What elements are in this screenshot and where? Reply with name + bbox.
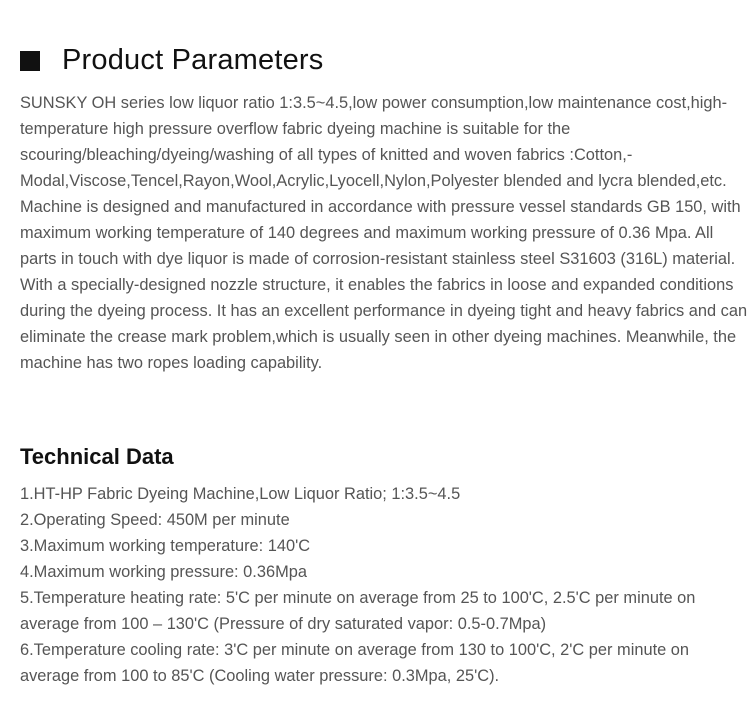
description-paragraph-2: Machine is designed and manufactured in accordance with pressure vessel standards GB 150, with maximum working temperature of 140 degrees and maximum working pressure of 0.36 Mpa. All parts in touch with dye liquor is made of corrosion-resistant stainless steel S31603 (316L) material. With a specially-designed nozzle structure, it enables the fabrics in loose and expanded conditions during the dyeing process. It has an excellent performance in dyeing tight and heavy fabrics and can eliminate the crease mark problem,which is usually seen in other dyeing machines. Meanwhile, the machine has two ropes loading capability.: [20, 198, 748, 372]
technical-data-list: [20, 481, 750, 689]
technical-data-item: 6.Temperature cooling rate: 3'C per minute on average from 130 to 100'C, 2'C per minute on average from 100 to 85'C (Cooling water pressure: 0.3Mpa, 25'C).: [20, 641, 690, 685]
technical-data-item: 3.Maximum working temperature: 140'C: [20, 537, 311, 555]
black-square-icon: [20, 51, 40, 71]
product-description: [20, 90, 750, 376]
product-parameters-header: [20, 44, 324, 77]
product-parameters-title: Product Parameters: [62, 44, 324, 76]
description-paragraph-1: SUNSKY OH series low liquor ratio 1:3.5~4.5,low power consumption,low maintenance cost,high-temperature high pressure overflow fabric dyeing machine is suitable for the scouring/bleaching/dyeing/washing of all types of knitted and woven fabrics :Cotton,-Modal,Viscose,Tencel,Rayon,Wool,Acrylic,Lyocell,Nylon,Polyester blended and lycra blended,etc.: [20, 94, 728, 190]
technical-data-item: 1.HT-HP Fabric Dyeing Machine,Low Liquor Ratio; 1:3.5~4.5: [20, 485, 461, 503]
technical-data-item: 2.Operating Speed: 450M per minute: [20, 511, 290, 529]
technical-data-item: 4.Maximum working pressure: 0.36Mpa: [20, 563, 307, 581]
technical-data-title: Technical Data: [20, 444, 174, 469]
technical-data-item: 5.Temperature heating rate: 5'C per minute on average from 25 to 100'C, 2.5'C per minute on average from 100 – 130'C (Pressure of dry saturated vapor: 0.5-0.7Mpa): [20, 589, 696, 633]
